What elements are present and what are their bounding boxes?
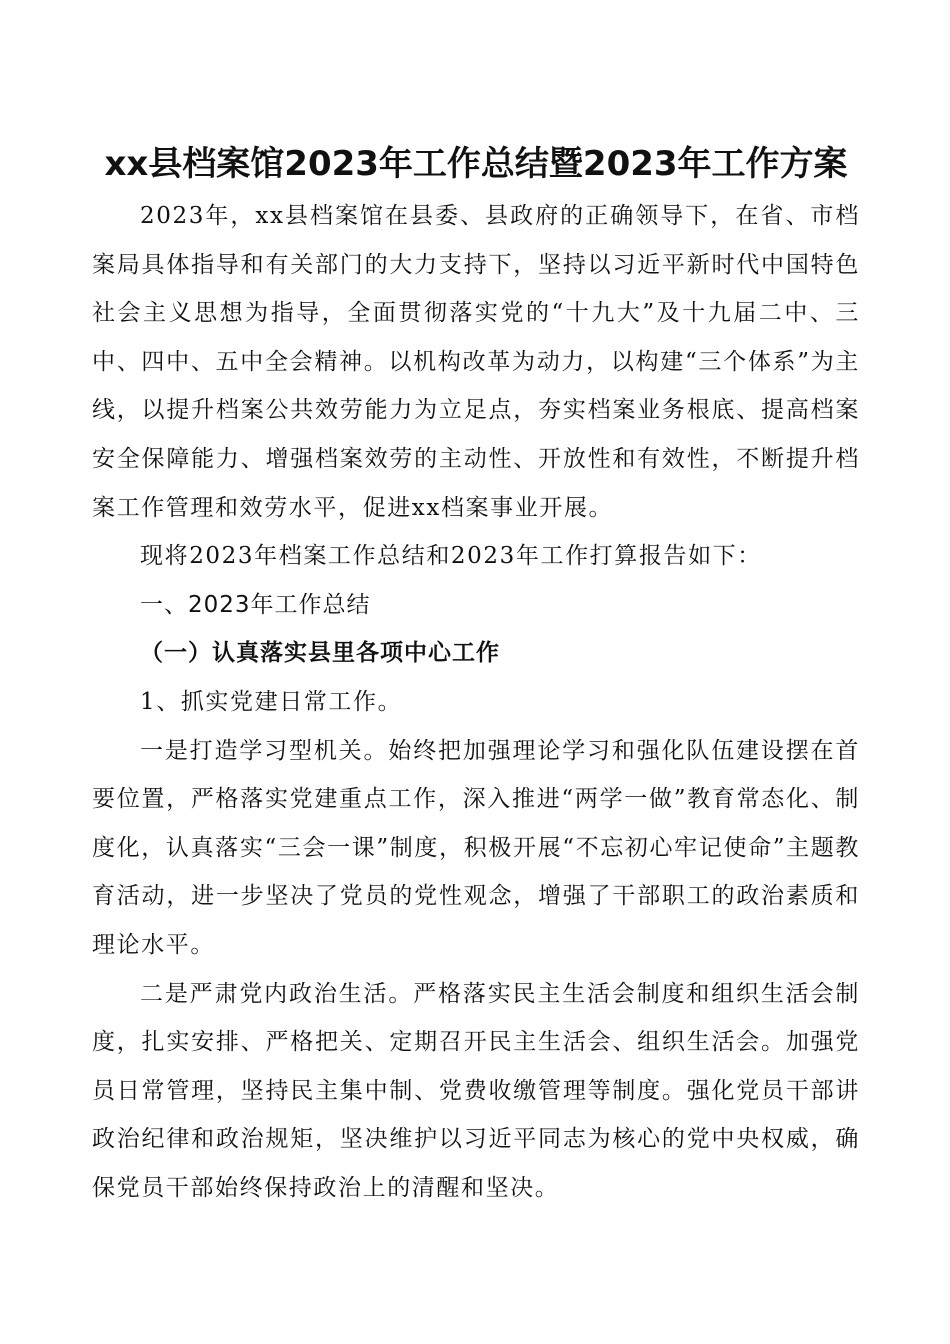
paragraph-2: 二是严肃党内政治生活。严格落实民主生活会制度和组织生活会制度，扎实安排、严格把关、定期召开民主生活会、组织生活会。加强党员日常管理，坚持民主集中制、党费收缴管理等制度。强化党员干部讲政治纪律和政治规矩，坚决维护以习近平同志为核心的党中央权威，确保党员干部始终保持政治上的清醒和坚决。: [92, 980, 860, 1201]
subsection-1-heading: （一）认真落实县里各项中心工作: [140, 640, 500, 667]
item-1-heading: 1、抓实党建日常工作。: [140, 688, 403, 715]
section-1-heading: 一、2023年工作总结: [140, 591, 371, 618]
document-title: xx县档案馆2023年工作总结暨2023年工作方案: [104, 144, 848, 184]
document-page: [92, 140, 860, 1212]
report-line: 现将2023年档案工作总结和2023年工作打算报告如下：: [140, 543, 762, 570]
paragraph-1: 一是打造学习型机关。始终把加强理论学习和强化队伍建设摆在首要位置，严格落实党建重点工作，深入推进“两学一做”教育常态化、制度化，认真落实“三会一课”制度，积极开展“不忘初心牢记使命”主题教育活动，进一步坚决了党员的党性观念，增强了干部职工的政治素质和理论水平。: [92, 737, 860, 958]
intro-paragraph: 2023年，xx县档案馆在县委、县政府的正确领导下，在省、市档案局具体指导和有关部门的大力支持下，坚持以习近平新时代中国特色社会主义思想为指导，全面贯彻落实党的“十九大”及十九届二中、三中、四中、五中全会精神。以机构改革为动力，以构建“三个体系”为主线，以提升档案公共效劳能力为立足点，夯实档案业务根底、提高档案安全保障能力、增强档案效劳的主动性、开放性和有效性，不断提升档案工作管理和效劳水平，促进xx档案事业开展。: [92, 203, 860, 521]
